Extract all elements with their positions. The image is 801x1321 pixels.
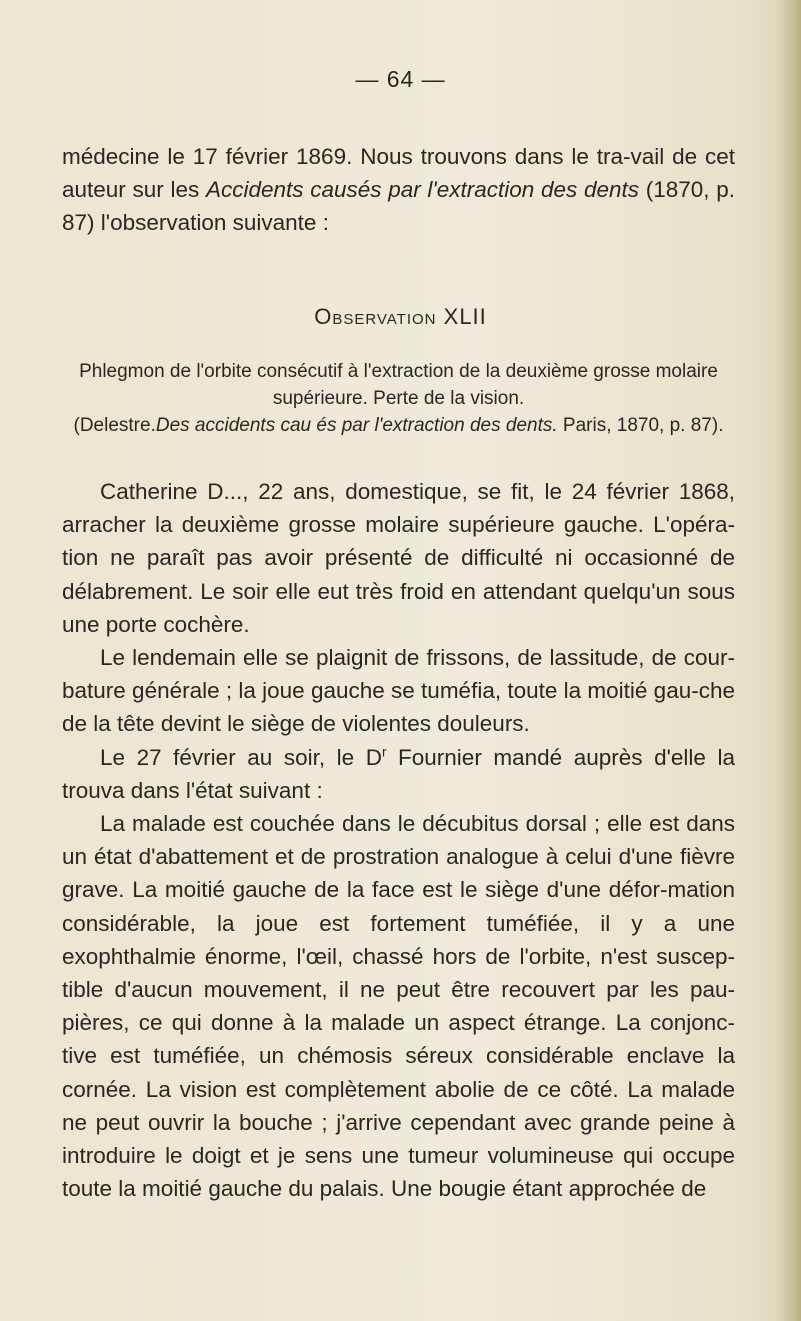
p3-superscript: r [381,744,387,760]
observation-label: Observation [314,304,437,329]
reference-title: Des accidents cau és par l'extraction des dents. [155,415,558,436]
observation-summary [62,358,735,439]
intro-paragraph [62,140,735,239]
summary-line: Phlegmon de l'orbite consécutif à l'extraction de la deuxième grosse molaire supérieure. Perte de la vision. [79,361,718,409]
page-number: — 64 — [355,66,446,92]
reference-author: (Delestre. [73,415,156,436]
body-paragraph-2: Le lendemain elle se plaignit de frissons, de lassitude, de cour-bature générale ; la joue gauche se tuméfia, toute la moitié gau-che de la tête devint le siège de violentes douleurs. [62,645,735,737]
summary-reference [62,412,735,439]
intro-text: médecine le 17 février 1869. Nous trouvons dans le tra-vail de cet auteur sur les [62,144,735,202]
reference-end: Paris, 1870, p. 87). [557,415,724,436]
observation-body [62,475,735,1205]
p3-start: Le 27 février au soir, le D [100,744,382,770]
body-paragraph-4: La malade est couchée dans le décubitus dorsal ; elle est dans un état d'abattement et de prostration analogue à celui d'une fièvre grave. La moitié gauche de la face est le siège d'une défor-mation considérable, la joue est fortement tuméfiée, il y a une exophthalmie énorme, l'œil, chassé hors de l'orbite, n'est suscep-tible d'aucun mouvement, il ne peut être recouvert par les pau-pières, ce qui donne à la malade un aspect étrange. La conjonc-tive est tuméfiée, un chémosis séreux considérable enclave la cornée. La vision est complètement abolie de ce côté. La malade ne peut ouvrir la bouche ; j'arrive cependant avec grande peine à introduire le doigt et je sens une tumeur volumineuse qui occupe toute la moitié gauche du palais. Une bougie étant approchée de [62,811,735,1202]
body-paragraph-3 [62,741,735,807]
observation-number: XLII [443,304,487,329]
observation-heading [0,304,801,330]
p3-end: Fournier mandé auprès d'elle la trouva dans l'état suivant : [62,744,735,803]
body-paragraph-1: Catherine D..., 22 ans, domestique, se fit, le 24 février 1868, arracher la deuxième grosse molaire supérieure gauche. L'opéra-tion ne paraît pas avoir présenté de difficulté ni occasionné de délabrement. Le soir elle eut très froid en attendant quelqu'un sous une porte cochère. [62,479,735,637]
intro-book-title: Accidents causés par l'extraction des dents [205,177,640,202]
intro-text-end: (1870, p. 87) l'observation suivante : [62,177,735,235]
page-edge [775,0,801,1321]
